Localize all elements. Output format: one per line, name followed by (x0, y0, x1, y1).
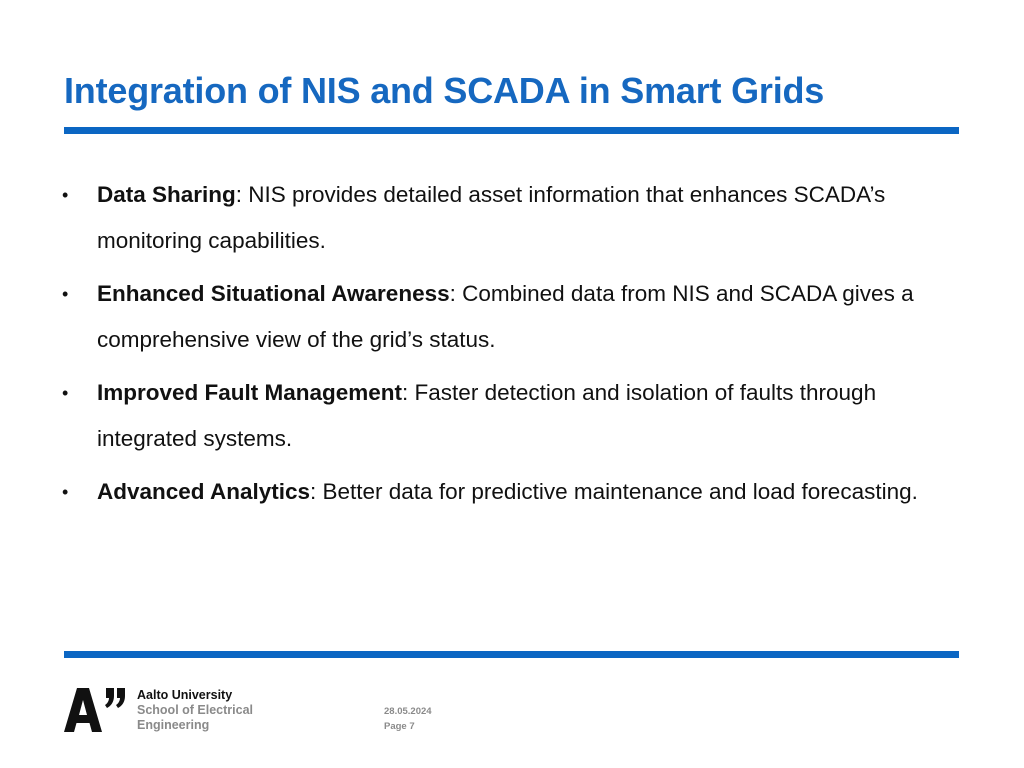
bullet-item (60, 370, 960, 462)
footer-meta (384, 704, 432, 734)
aalto-logo-icon (64, 688, 128, 732)
university-name: Aalto University (137, 688, 233, 702)
page-title: Integration of NIS and SCADA in Smart Grids (64, 70, 825, 111)
bullet-term: Improved Fault Management (97, 380, 403, 405)
bullet-text: : Combined data from NIS and SCADA gives a comprehensive view of the grid’s status. (97, 281, 914, 352)
bullet-icon: • (62, 482, 69, 502)
bullet-text: : Better data for predictive maintenance and load forecasting. (310, 479, 918, 504)
slide-date: 28.05.2024 (384, 706, 432, 717)
university-block (137, 688, 253, 733)
bullet-item (60, 271, 960, 363)
bullet-item (60, 172, 960, 264)
bullet-icon: • (62, 185, 69, 205)
page-number: Page 7 (384, 721, 415, 732)
bullet-term: Enhanced Situational Awareness (97, 281, 450, 306)
footer-divider (64, 651, 959, 658)
school-name-line1: School of Electrical (137, 703, 254, 717)
bullet-term: Advanced Analytics (97, 479, 310, 504)
bullet-icon: • (62, 383, 69, 403)
bullet-item (60, 469, 960, 515)
bullet-text: : Faster detection and isolation of faults through integrated systems. (97, 380, 877, 451)
bullet-list (60, 172, 960, 522)
bullet-icon: • (62, 284, 69, 304)
school-name-line2: Engineering (137, 718, 210, 732)
bullet-text: : NIS provides detailed asset information that enhances SCADA’s monitoring capabilities. (97, 182, 886, 253)
title-divider (64, 127, 959, 134)
bullet-term: Data Sharing (97, 182, 236, 207)
